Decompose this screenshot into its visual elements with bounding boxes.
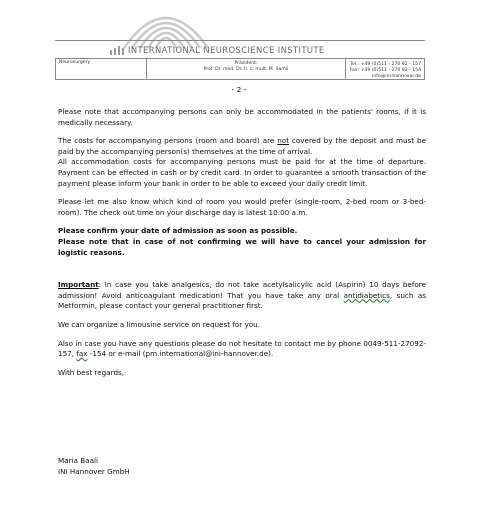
- letterhead-info-table: [55, 58, 425, 80]
- letterhead-title-row: [110, 43, 325, 57]
- important-label: Important: [58, 280, 99, 290]
- signer-name: Maria Baali: [58, 456, 98, 465]
- signature-block: [58, 456, 130, 477]
- president-name: Prof. Dr. med. Dr. h. c. mult. M. Samii: [203, 67, 289, 73]
- logo-bars-icon: [110, 46, 124, 55]
- contact-text: Also in case you have any questions please do not hesitate to contact me by phone 0049-511-27092-157,: [58, 338, 426, 359]
- page-number: - 2 -: [231, 85, 247, 94]
- contact-email: info@ini-hannover.de: [372, 74, 421, 80]
- paragraph-costs: [58, 136, 426, 157]
- contact-fax: Fax: +49 (0)511 - 270 92 - 154: [349, 68, 421, 74]
- paragraph-room-type: Please let me also know which kind of room you would prefer (single-room, 2-bed room or 3-bed-room). The check out time on your discharge day is latest 10:00 a.m.: [58, 197, 426, 217]
- president-label: Präsident:: [234, 61, 258, 66]
- letter-body: [58, 107, 426, 386]
- contact-cell: [346, 59, 424, 79]
- contact-text-end: -154 or e-mail (pm.international@ini-hannover.de).: [87, 349, 274, 359]
- department-label: Neurosurgery: [56, 59, 147, 79]
- paragraph-confirm: [58, 226, 426, 258]
- fax-word: fax: [76, 349, 88, 359]
- not-emphasis: not: [277, 136, 290, 146]
- important-text: : In case you take analgesics, do not take acetylsalicylic acid (Aspirin) 10 days before admission! Avoid anticoagulant medication! That you have take any oral: [58, 280, 426, 300]
- closing-regards: With best regards,: [58, 367, 125, 377]
- antidiabetics-word: antidiabetics: [343, 290, 390, 300]
- paragraph-payment: All accommodation costs for accompanying persons must be paid for at the time of departure. Payment can be effected in cash or by credit card. In order to guarantee a smooth transaction of the payment please inform your bank in order to be able to exceed your daily credit limit.: [58, 157, 426, 188]
- institute-name: INTERNATIONAL NEUROSCIENCE INSTITUTE: [128, 45, 325, 55]
- confirm-line-2: Please note that in case of not confirming we will have to cancel your admission for logistic reasons.: [58, 236, 426, 257]
- confirm-line-1: Please confirm your date of admission as soon as possible.: [58, 226, 298, 236]
- president-cell: [147, 59, 346, 79]
- paragraph-limousine: We can organize a limousine service on request for you.: [58, 319, 260, 329]
- paragraph-important: [58, 280, 426, 312]
- paragraph-costs-text-end: covered by the deposit and must be paid by the accompanying person(s) themselves at the time of arrival.: [58, 136, 426, 156]
- paragraph-contact: [58, 339, 426, 360]
- important-text-end: , such as Metformin, please contact your general practitioner first.: [58, 290, 426, 311]
- contact-tel: Tel.: +49 (0)511 - 270 92 - 157: [349, 62, 421, 67]
- paragraph-accompanying-persons: Please note that accompanying persons can only be accommodated in the patients' rooms, if it is medically necessary.: [58, 107, 426, 127]
- signer-company: INI Hannover GmbH: [58, 466, 130, 476]
- paragraph-costs-text: The costs for accompanying persons (room and board) are: [58, 136, 278, 146]
